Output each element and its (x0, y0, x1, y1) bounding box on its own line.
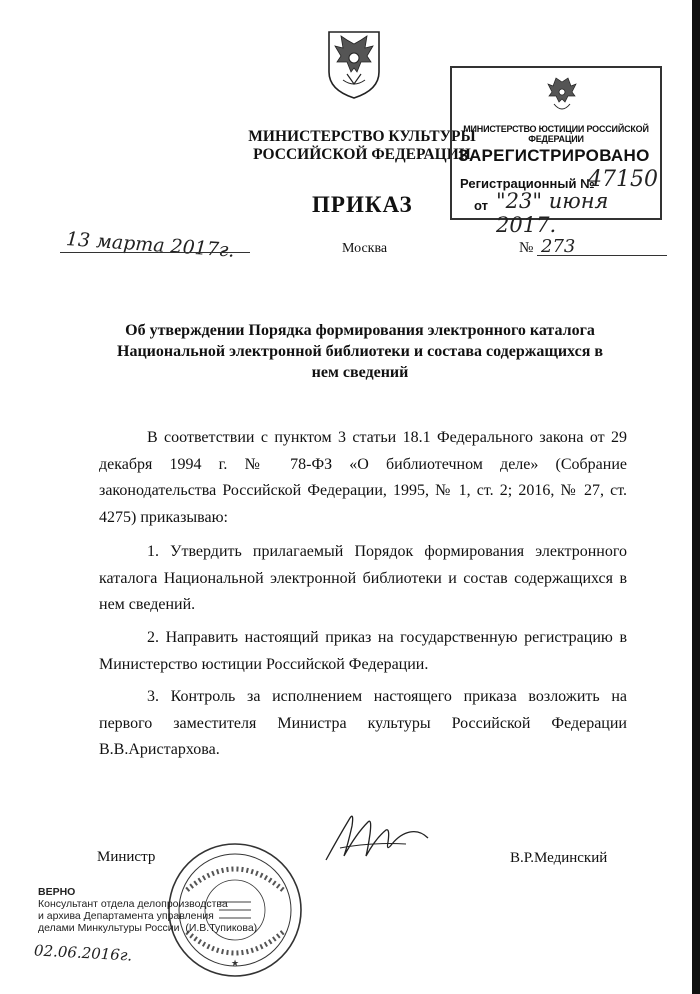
certification-line-2: и архива Департамента управления (38, 910, 214, 922)
coat-of-arms-emblem-icon (323, 28, 385, 100)
order-subject: Об утверждении Порядка формирования электронного каталога Национальной электронной библиотеки и состава содержащихся в нем сведений (117, 322, 603, 381)
stamp-reg-number: 47150 (588, 167, 658, 192)
order-number: 273 (541, 236, 576, 257)
number-underline (537, 255, 667, 256)
signatory-position: Министр (97, 849, 156, 865)
city: Москва (342, 241, 388, 256)
stamp-status: ЗАРЕГИСТРИРОВАНО (458, 146, 650, 165)
registration-stamp (450, 66, 662, 237)
order-title: ПРИКАЗ (312, 192, 413, 217)
svg-text:★: ★ (230, 958, 240, 968)
item-3-paragraph: 3. Контроль за исполнением настоящего приказа возложить на первого заместителя Министра культуры Российской Федерации В.В.Аристархова. (99, 688, 627, 758)
certification-name: (И.В.Тупикова) (185, 922, 258, 934)
certification-line-3: делами Минкультуры России (И.В.Тупикова) (38, 922, 258, 934)
handwritten-signature (320, 808, 440, 868)
order-number-label: № (519, 240, 534, 256)
item-1-paragraph: 1. Утвердить прилагаемый Порядок формирования электронного каталога Национальной электронной библиотеки и состав содержащихся в нем сведений. (99, 543, 627, 613)
signatory-name: В.Р.Мединский (510, 850, 608, 866)
date-underline (60, 252, 250, 253)
stamp-emblem-icon (544, 74, 580, 118)
ministry-line-1: МИНИСТЕРСТВО КУЛЬТУРЫ (248, 128, 476, 145)
stamp-reg-number-label: Регистрационный № (460, 176, 595, 191)
stamp-date: "23" июня 2017. (496, 189, 609, 237)
scan-edge (692, 0, 700, 994)
stamp-department: МИНИСТЕРСТВО ЮСТИЦИИ РОССИЙСКОЙ ФЕДЕРАЦИИ (463, 124, 649, 144)
preamble-paragraph: В соответствии с пунктом 3 статьи 18.1 Федерального закона от 29 декабря 1994 г. № 78-ФЗ «О библиотечном деле» (Собрание законодательства Российской Федерации, 1995, № 1, ст. 2; 2016, № 27, ст. 4275) приказываю: (99, 429, 627, 526)
certification-heading: ВЕРНО (38, 886, 76, 898)
certification-block (38, 886, 278, 934)
certification-date: 02.06.2016г. (33, 941, 133, 965)
order-date: 13 марта 2017г. (65, 228, 236, 262)
stamp-date-label: от (474, 198, 488, 213)
ministry-line-2: РОССИЙСКОЙ ФЕДЕРАЦИИ (253, 146, 471, 163)
item-2-paragraph: 2. Направить настоящий приказ на государственную регистрацию в Министерство юстиции Российской Федерации. (99, 629, 627, 673)
certification-line-1: Консультант отдела делопроизводства (38, 898, 228, 910)
